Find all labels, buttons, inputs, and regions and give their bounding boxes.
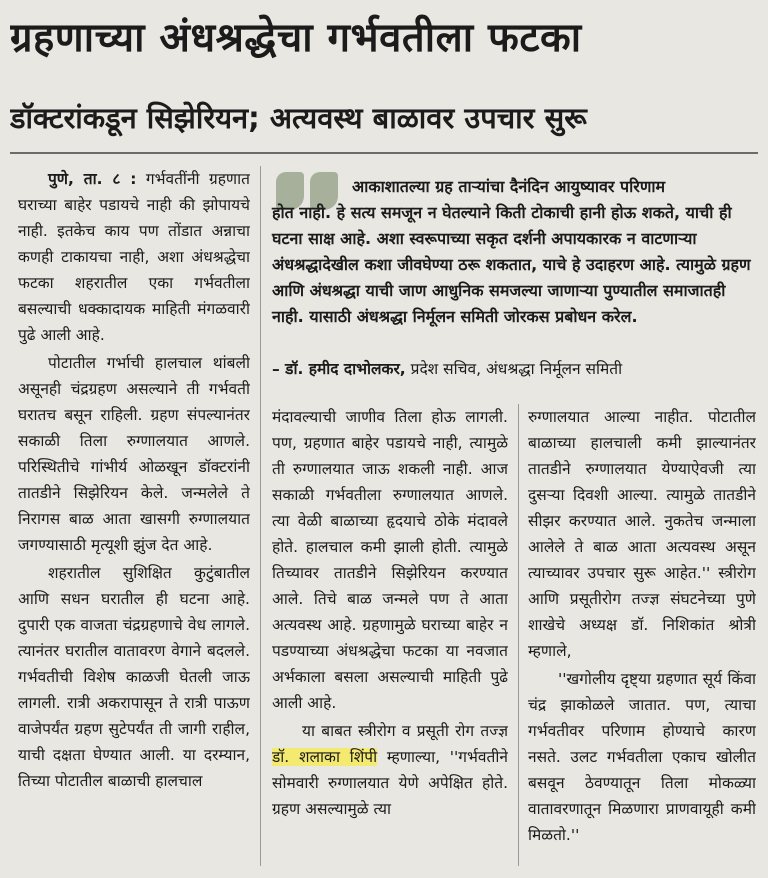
column-divider (260, 166, 261, 866)
header-divider (10, 152, 758, 154)
article-paragraph: ''खगोलीय दृष्ट्या ग्रहणात सूर्य किंवा चंद्र झाकोळले जातात. पण, त्याचा गर्भवतीवर परिणाम होण्याचे कारण नसते. उलट गर्भवतीला एकाच खोलीत बसवून ठेवण्यातून तिला मोकळ्या वातावरणातून मिळणारा प्राणवायूही कमी मिळतो.'' (528, 670, 756, 844)
quote-credit-name: – डॉ. हमीद दाभोलकर, (272, 360, 406, 378)
article-paragraph (18, 166, 250, 348)
quote-first-line: आकाशातल्या ग्रह ताऱ्यांचा दैनंदिन आयुष्यावर परिणाम (352, 177, 666, 196)
quote-body: होत नाही. हे सत्य समजून न घेतल्याने किती टोकाची हानी होऊ शकते, याची ही घटना साक्ष आहे. अशा स्वरूपाच्या सकृत दर्शनी अपायकारक न वाटणाऱ्या अंधश्रद्धादेखील कशा जीवघेण्या ठरू शकतात, याचे हे उदाहरण आहे. त्यामुळे ग्रहण आणि अंधश्रद्धा याची जाण आधुनिक समजल्या जाणाऱ्या पुण्यातील समाजातही नाही. यासाठी अंधश्रद्धा निर्मूलन समिती जोरकस प्रबोधन करेल. (272, 203, 751, 326)
pull-quote (272, 166, 758, 386)
paragraph-text: या बाबत स्त्रीरोग व प्रसूती रोग तज्ज्ञ (302, 722, 508, 740)
quote-text (272, 174, 758, 330)
article-paragraph: पोटातील गर्भाची हालचाल थांबली असूनही चंद्रग्रहण असल्याने ती गर्भवती घरातच बसून राहिली. ग्रहण संपल्यानंतर सकाळी तिला रुग्णालयात आणले. परिस्थितीचे गांभीर्य ओळखून डॉक्टरांनी तातडीने सिझेरियन केले. जन्मलेले ते निरागस बाळ आता खासगी रुग्णालयात जगण्यासाठी मृत्यूशी झुंज देत आहे. (18, 354, 250, 554)
article-paragraph: मंदावल्याची जाणीव तिला होऊ लागली. पण, ग्रहणात बाहेर पडायचे नाही, त्यामुळे ती रुग्णालयात जाऊ शकली नाही. आज सकाळी गर्भवतीला रुग्णालयात आणले. त्या वेळी बाळाच्या हृदयाचे ठोके मंदावले होते. हालचाल कमी झाली होती. त्यामुळे तिच्यावर तातडीने सिझेरियन करण्यात आले. तिचे बाळ जन्मले पण ते आता अत्यवस्थ आहे. ग्रहणामुळे घराच्या बाहेर न पडण्याच्या अंधश्रद्धेचा फटका या नवजात अर्भकाला बसला असल्याची माहिती पुढे आली आहे. (272, 408, 508, 712)
subheadline: डॉक्टरांकडून सिझेरियन; अत्यवस्थ बाळावर उपचार सुरू (10, 101, 587, 135)
article-column-2 (272, 404, 508, 866)
article-column-3 (528, 404, 756, 866)
quote-credit-role: प्रदेश सचिव, अंधश्रद्धा निर्मूलन समिती (410, 360, 623, 378)
article-paragraph: रुग्णालयात आल्या नाहीत. पोटातील बाळाच्या हालचाली कमी झाल्यानंतर तातडीने रुग्णालयात येण्याऐवजी त्या दुसऱ्या दिवशी आल्या. त्यामुळे तातडीने सीझर करण्यात आले. नुकतेच जन्माला आलेले ते बाळ आता अत्यवस्थ असून त्याच्यावर उपचार सुरू आहेत.'' स्त्रीरोग आणि प्रसूतीरोग तज्ज्ञ संघटनेच्या पुणे शाखेचे अध्यक्ष डॉ. निशिकांत श्रोत्री म्हणाले, (528, 408, 756, 660)
quote-credit (272, 356, 758, 382)
article-paragraph: शहरातील सुशिक्षित कुटुंबातील आणि सधन घरातील ही घटना आहे. दुपारी एक वाजता चंद्रग्रहणाचे वेध लागले. त्यानंतर घरातील वातावरण वेगाने बदलले. गर्भवतीची विशेष काळजी घेतली जाऊ लागली. रात्री अकरापासून ते रात्री पाऊण वाजेपर्यंत ग्रहण सुटेपर्यंत ती जागी राहील, याची दक्षता घेण्यात आली. या दरम्यान, तिच्या पोटातील बाळाची हालचाल (18, 564, 250, 790)
highlighted-name: डॉ. शलाका शिंपी (272, 748, 378, 766)
column-divider (518, 404, 519, 866)
dateline: पुणे, ता. ८ : (48, 170, 137, 188)
paragraph-text: म्हणाल्या, ''गर्भवतीने सोमवारी रुग्णालयात येणे अपेक्षित होते. ग्रहण असल्यामुळे त्या (272, 748, 508, 818)
headline: ग्रहणाच्या अंधश्रद्धेचा गर्भवतीला फटका (10, 15, 582, 61)
article-column-1 (18, 166, 250, 866)
article-paragraph (272, 718, 508, 822)
paragraph-text: गर्भवतींनी ग्रहणात घराच्या बाहेर पडायचे नाही की झोपायचे नाही. इतकेच काय पण तोंडात अन्नाचा कणही टाकायचा नाही, अशा अंधश्रद्धेचा फटका शहरातील एका गर्भवतीला बसल्याची धक्कादायक माहिती मंगळवारी पुढे आली आहे. (18, 170, 250, 344)
